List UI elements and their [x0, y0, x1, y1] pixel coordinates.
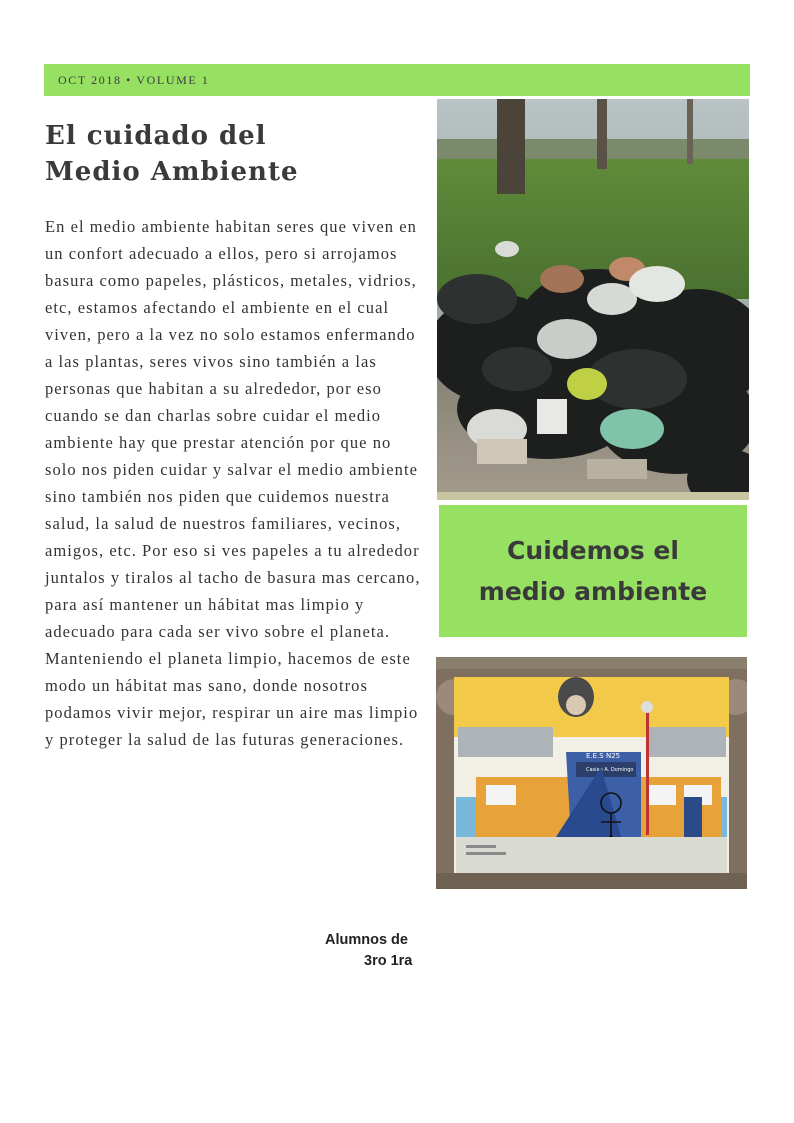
title-line-1: El cuidado del [45, 121, 267, 151]
header-bar [44, 64, 750, 96]
title-line-2: Medio Ambiente [45, 157, 299, 187]
mural-sub: Casian A. Domingo [586, 767, 634, 773]
signature-line-1: Alumnos de [325, 932, 408, 948]
callout-text: Cuidemos el medio ambiente [478, 536, 708, 606]
mural-photo [436, 657, 747, 889]
signature-line-2: 3ro 1ra [364, 953, 413, 969]
garbage-photo-graphic [437, 99, 749, 500]
mural-sign: E.E.S N25 [586, 752, 621, 760]
issue-label: OCT 2018 • VOLUME 1 [58, 73, 210, 87]
mural-photo-graphic [436, 657, 747, 889]
callout-box [439, 505, 747, 637]
garbage-photo [437, 99, 749, 500]
article-title [45, 118, 425, 190]
article-body: En el medio ambiente habitan seres que viven en un confort adecuado a ellos, pero si arrojamos basura como papeles, plásticos, metales, vidrios, etc, estamos afectando el ambiente en el cual viven, pero a la vez no solo estamos enfermando a las plantas, seres vivos sino también a las personas que habitan a su alrededor, por eso cuando se dan charlas sobre cuidar el medio ambiente hay que prestar atención por que no solo nos piden cuidar y salvar el medio ambiente sino también nos piden que cuidemos nuestra salud, la salud de nuestros familiares, vecinos, amigos, etc. Por eso si ves papeles a tu alrededor juntalos y tiralos al tacho de basura mas cercano, para así mantener un hábitat mas limpio y adecuado para cada ser vivo sobre el planeta. Manteniendo el planeta limpio, hacemos de este modo un hábitat mas sano, donde nosotros podamos vivir mejor, respirar un aire mas limpio y proteger la salud de las futuras generaciones. [45, 217, 421, 749]
